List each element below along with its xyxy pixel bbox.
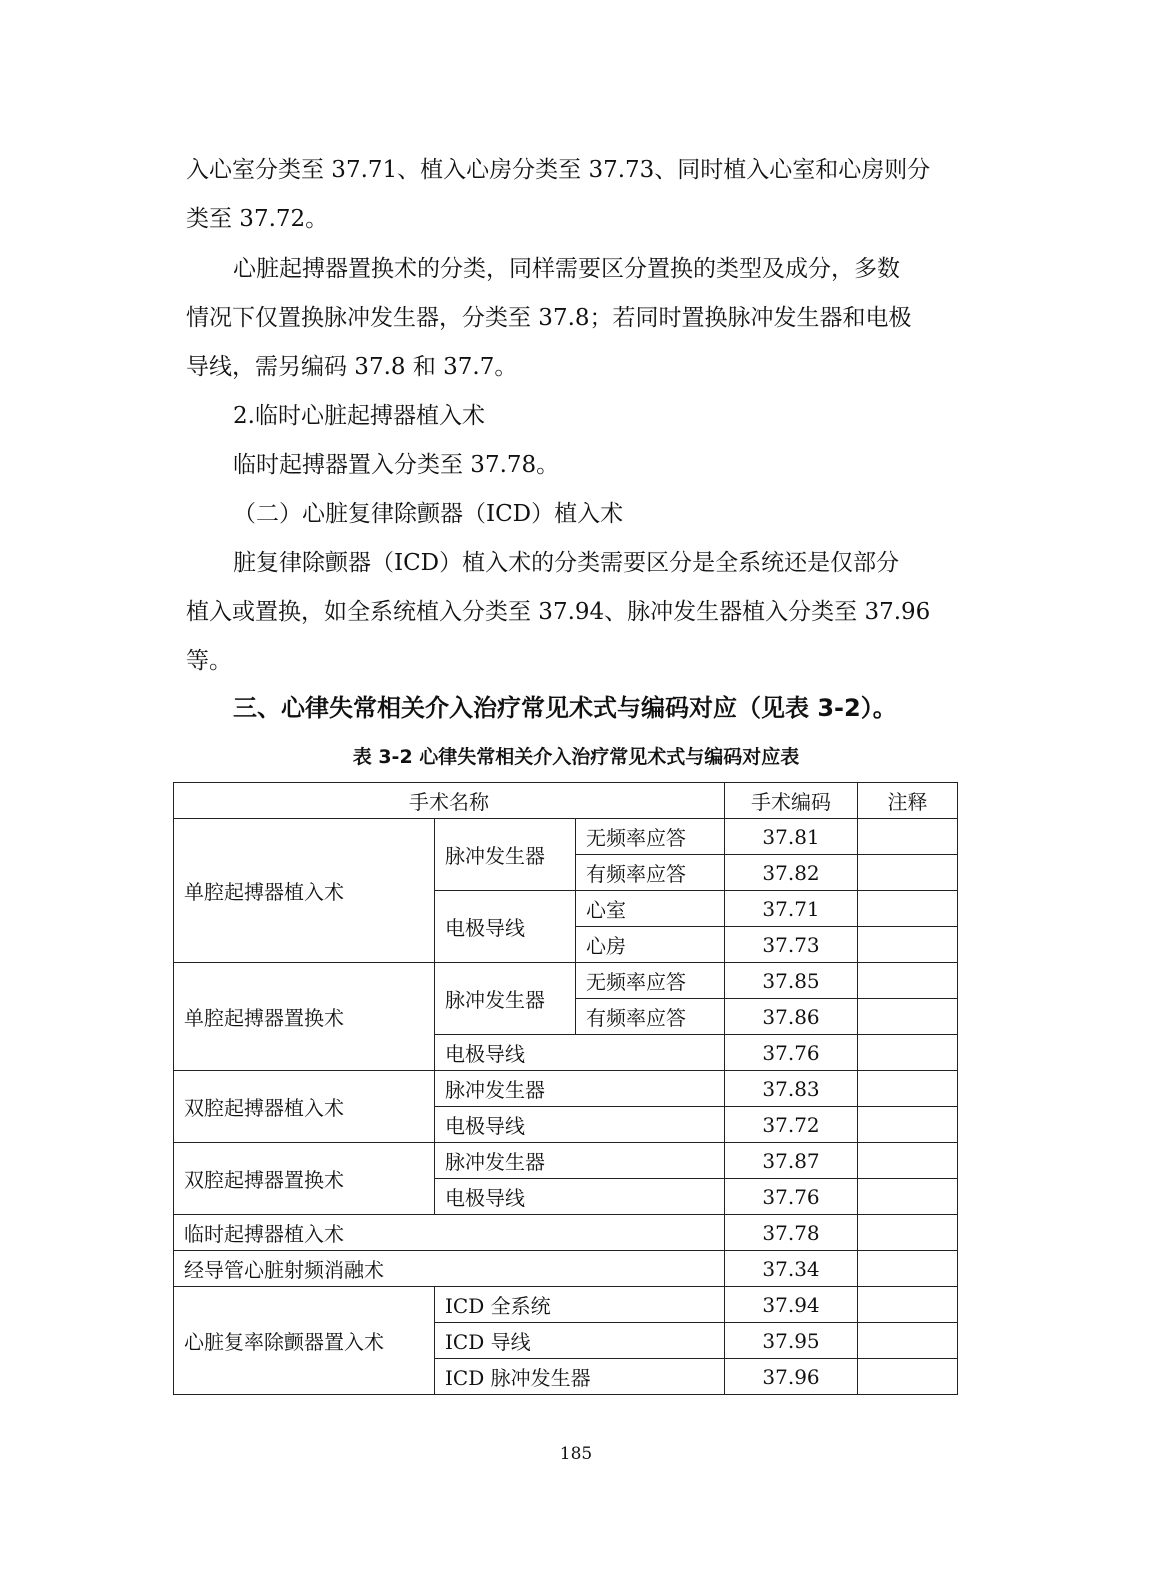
code-cell: 37.83 — [725, 1071, 858, 1107]
detail-cell: 有频率应答 — [576, 855, 725, 891]
procedure-cell: 双腔起搏器植入术 — [174, 1071, 435, 1143]
note-cell — [858, 1107, 958, 1143]
note-cell — [858, 1359, 958, 1395]
page-number: 185 — [559, 1444, 593, 1464]
detail-cell: 无频率应答 — [576, 963, 725, 999]
paragraph-1 — [186, 146, 956, 244]
note-cell — [858, 963, 958, 999]
note-cell — [858, 927, 958, 963]
code-cell: 37.86 — [725, 999, 858, 1035]
code-cell: 37.96 — [725, 1359, 858, 1395]
paragraph-3 — [186, 441, 956, 490]
detail-cell: 心房 — [576, 927, 725, 963]
code-cell: 37.82 — [725, 855, 858, 891]
note-cell — [858, 1251, 958, 1287]
text-line: 心脏起搏器置换术的分类，同样需要区分置换的类型及成分，多数 — [233, 256, 900, 282]
code-cell: 37.72 — [725, 1107, 858, 1143]
procedure-cell: 临时起搏器植入术 — [174, 1215, 725, 1251]
code-cell: 37.73 — [725, 927, 858, 963]
code-cell: 37.76 — [725, 1035, 858, 1071]
text-line: 植入或置换，如全系统植入分类至 37.94、脉冲发生器植入分类至 37.96 — [186, 599, 931, 625]
table-row — [174, 1215, 958, 1251]
table-row — [174, 1143, 958, 1179]
table-row — [174, 1251, 958, 1287]
detail-cell: 心室 — [576, 891, 725, 927]
text-line: 脏复律除颤器（ICD）植入术的分类需要区分是全系统还是仅部分 — [233, 550, 900, 576]
table-header-row — [174, 783, 958, 819]
note-cell — [858, 1215, 958, 1251]
procedure-code-table — [173, 782, 958, 1395]
code-cell: 37.71 — [725, 891, 858, 927]
procedure-cell: 单腔起搏器植入术 — [174, 819, 435, 963]
text-line: 类至 37.72。 — [186, 206, 329, 232]
paragraph-4 — [186, 539, 956, 686]
component-cell: 脉冲发生器 — [435, 1143, 725, 1179]
component-cell: 脉冲发生器 — [435, 819, 576, 891]
table-row — [174, 1071, 958, 1107]
component-cell: ICD 全系统 — [435, 1287, 725, 1323]
procedure-cell: 心脏复率除颤器置入术 — [174, 1287, 435, 1395]
component-cell: ICD 脉冲发生器 — [435, 1359, 725, 1395]
note-cell — [858, 1143, 958, 1179]
header-procedure-name: 手术名称 — [174, 783, 725, 819]
component-cell: ICD 导线 — [435, 1323, 725, 1359]
table-row — [174, 963, 958, 999]
table-caption: 表 3-2 心律失常相关介入治疗常见术式与编码对应表 — [352, 746, 800, 768]
text-line: 情况下仅置换脉冲发生器，分类至 37.8；若同时置换脉冲发生器和电极 — [186, 305, 912, 331]
text-line: （二）心脏复律除颤器（ICD）植入术 — [233, 501, 624, 527]
text-line: 入心室分类至 37.71、植入心房分类至 37.73、同时植入心室和心房则分 — [186, 157, 931, 183]
procedure-cell: 单腔起搏器置换术 — [174, 963, 435, 1071]
code-cell: 37.78 — [725, 1215, 858, 1251]
component-cell: 脉冲发生器 — [435, 1071, 725, 1107]
note-cell — [858, 1287, 958, 1323]
header-procedure-code: 手术编码 — [725, 783, 858, 819]
header-note: 注释 — [858, 783, 958, 819]
code-cell: 37.34 — [725, 1251, 858, 1287]
note-cell — [858, 1323, 958, 1359]
component-cell: 电极导线 — [435, 891, 576, 963]
procedure-cell: 双腔起搏器置换术 — [174, 1143, 435, 1215]
note-cell — [858, 819, 958, 855]
section-heading: 三、心律失常相关介入治疗常见术式与编码对应（见表 3-2）。 — [233, 694, 897, 722]
paragraph-2 — [186, 245, 956, 392]
note-cell — [858, 1035, 958, 1071]
text-line: 导线，需另编码 37.8 和 37.7。 — [186, 354, 518, 380]
code-cell: 37.81 — [725, 819, 858, 855]
code-cell: 37.94 — [725, 1287, 858, 1323]
subheading-icd — [186, 490, 956, 539]
detail-cell: 有频率应答 — [576, 999, 725, 1035]
note-cell — [858, 999, 958, 1035]
text-line: 等。 — [186, 648, 232, 674]
note-cell — [858, 1071, 958, 1107]
note-cell — [858, 1179, 958, 1215]
text-line: 2.临时心脏起搏器植入术 — [233, 403, 485, 429]
code-cell: 37.85 — [725, 963, 858, 999]
code-cell: 37.87 — [725, 1143, 858, 1179]
table-row — [174, 1287, 958, 1323]
component-cell: 电极导线 — [435, 1179, 725, 1215]
component-cell: 脉冲发生器 — [435, 963, 576, 1035]
component-cell: 电极导线 — [435, 1035, 725, 1071]
text-line: 临时起搏器置入分类至 37.78。 — [233, 452, 560, 478]
component-cell: 电极导线 — [435, 1107, 725, 1143]
code-cell: 37.76 — [725, 1179, 858, 1215]
note-cell — [858, 891, 958, 927]
procedure-cell: 经导管心脏射频消融术 — [174, 1251, 725, 1287]
detail-cell: 无频率应答 — [576, 819, 725, 855]
note-cell — [858, 855, 958, 891]
subheading-temporary-pacemaker — [186, 392, 956, 441]
code-cell: 37.95 — [725, 1323, 858, 1359]
table-row — [174, 819, 958, 855]
